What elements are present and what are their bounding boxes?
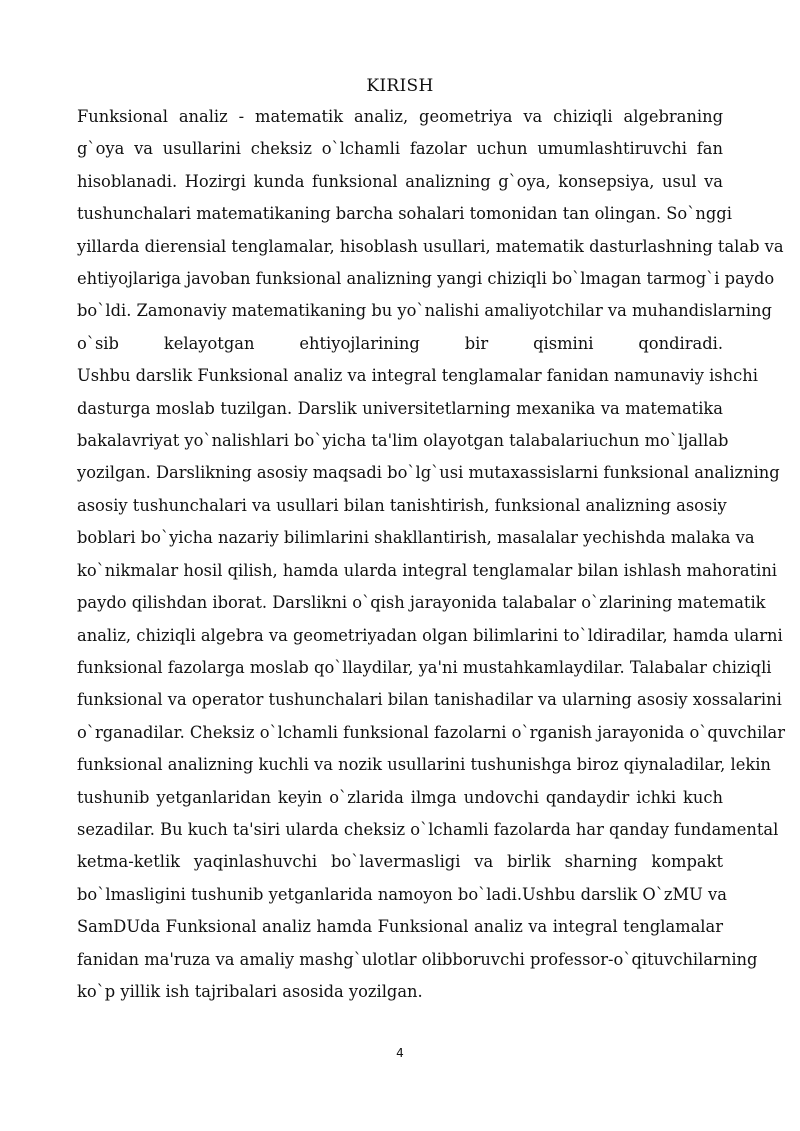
text-line: bakalavriyat yo`nalishlari bo`yicha ta'lim olayotgan talabalariuchun mo`ljallab: [77, 431, 729, 451]
text-line: paydo qilishdan iborat. Darslikni o`qish jarayonida talabalar o`zlarining matematik: [77, 593, 766, 613]
text-line: o`rganadilar. Cheksiz o`lchamli funksional fazolarni o`rganish jarayonida o`quvchilar: [77, 722, 786, 742]
text-line: ketma-ketlik yaqinlashuvchi bo`lavermasligi va birlik sharning kompakt: [77, 852, 723, 872]
page-number: 4: [396, 1046, 404, 1060]
text-line: ko`p yillik ish tajribalari asosida yozilgan.: [77, 981, 423, 1001]
text-line: funksional fazolarga moslab qo`llaydilar, ya'ni mustahkamlaydilar. Talabalar chiziqli: [77, 657, 772, 677]
text-line: ko`nikmalar hosil qilish, hamda ularda integral tenglamalar bilan ishlash mahoratini: [77, 560, 778, 580]
text-line: boblari bo`yicha nazariy bilimlarini shakllantirish, masalalar yechishda malaka va: [77, 528, 755, 548]
text-line: asosiy tushunchalari va usullari bilan tanishtirish, funksional analizning asosiy: [77, 495, 727, 515]
text-line: bo`lmasligini tushunib yetganlarida namoyon bo`ladi.Ushbu darslik O`zMU va: [77, 884, 727, 904]
body-text: [77, 101, 786, 1008]
text-line: g`oya va usullarini cheksiz o`lchamli fazolar uchun umumlashtiruvchi fan: [77, 139, 723, 159]
text-line: sezadilar. Bu kuch ta'siri ularda cheksiz o`lchamli fazolarda har qanday fundamental: [77, 819, 779, 839]
text-line: analiz, chiziqli algebra va geometriyadan olgan bilimlarini to`ldiradilar, hamda ularni: [77, 625, 783, 645]
text-line: o`sib kelayotgan ehtiyojlarining bir qismini qondiradi.: [77, 333, 723, 353]
text-line: SamDUda Funksional analiz hamda Funksional analiz va integral tenglamalar: [77, 917, 723, 937]
text-line: yillarda dierensial tenglamalar, hisoblash usullari, matematik dasturlashning talab va: [77, 236, 784, 256]
text-line: yozilgan. Darslikning asosiy maqsadi bo`lg`usi mutaxassislarni funksional analizning: [77, 463, 780, 483]
page-title: KIRISH: [366, 76, 434, 96]
text-line: ehtiyojlariga javoban funksional analizning yangi chiziqli bo`lmagan tarmog`i paydo: [77, 269, 775, 289]
text-line: dasturga moslab tuzilgan. Darslik universitetlarning mexanika va matematika: [77, 398, 723, 418]
text-line: tushunib yetganlaridan keyin o`zlarida ilmga undovchi qandaydir ichki kuch: [77, 787, 723, 807]
text-line: Funksional analiz - matematik analiz, geometriya va chiziqli algebraning: [77, 107, 723, 126]
text-line: bo`ldi. Zamonaviy matematikaning bu yo`nalishi amaliyotchilar va muhandislarning: [77, 301, 772, 321]
text-line: Ushbu darslik Funksional analiz va integral tenglamalar fanidan namunaviy ishchi: [77, 366, 758, 386]
text-line: tushunchalari matematikaning barcha sohalari tomonidan tan olingan. So`nggi: [77, 204, 732, 224]
text-line: funksional analizning kuchli va nozik usullarini tushunishga biroz qiynaladilar, lekin: [77, 755, 771, 775]
text-line: funksional va operator tushunchalari bilan tanishadilar va ularning asosiy xossalarini: [77, 690, 782, 710]
text-line: hisoblanadi. Hozirgi kunda funksional analizning g`oya, konsepsiya, usul va: [77, 171, 723, 191]
text-line: fanidan ma'ruza va amaliy mashg`ulotlar olibboruvchi professor-o`qituvchilarning: [77, 949, 758, 969]
